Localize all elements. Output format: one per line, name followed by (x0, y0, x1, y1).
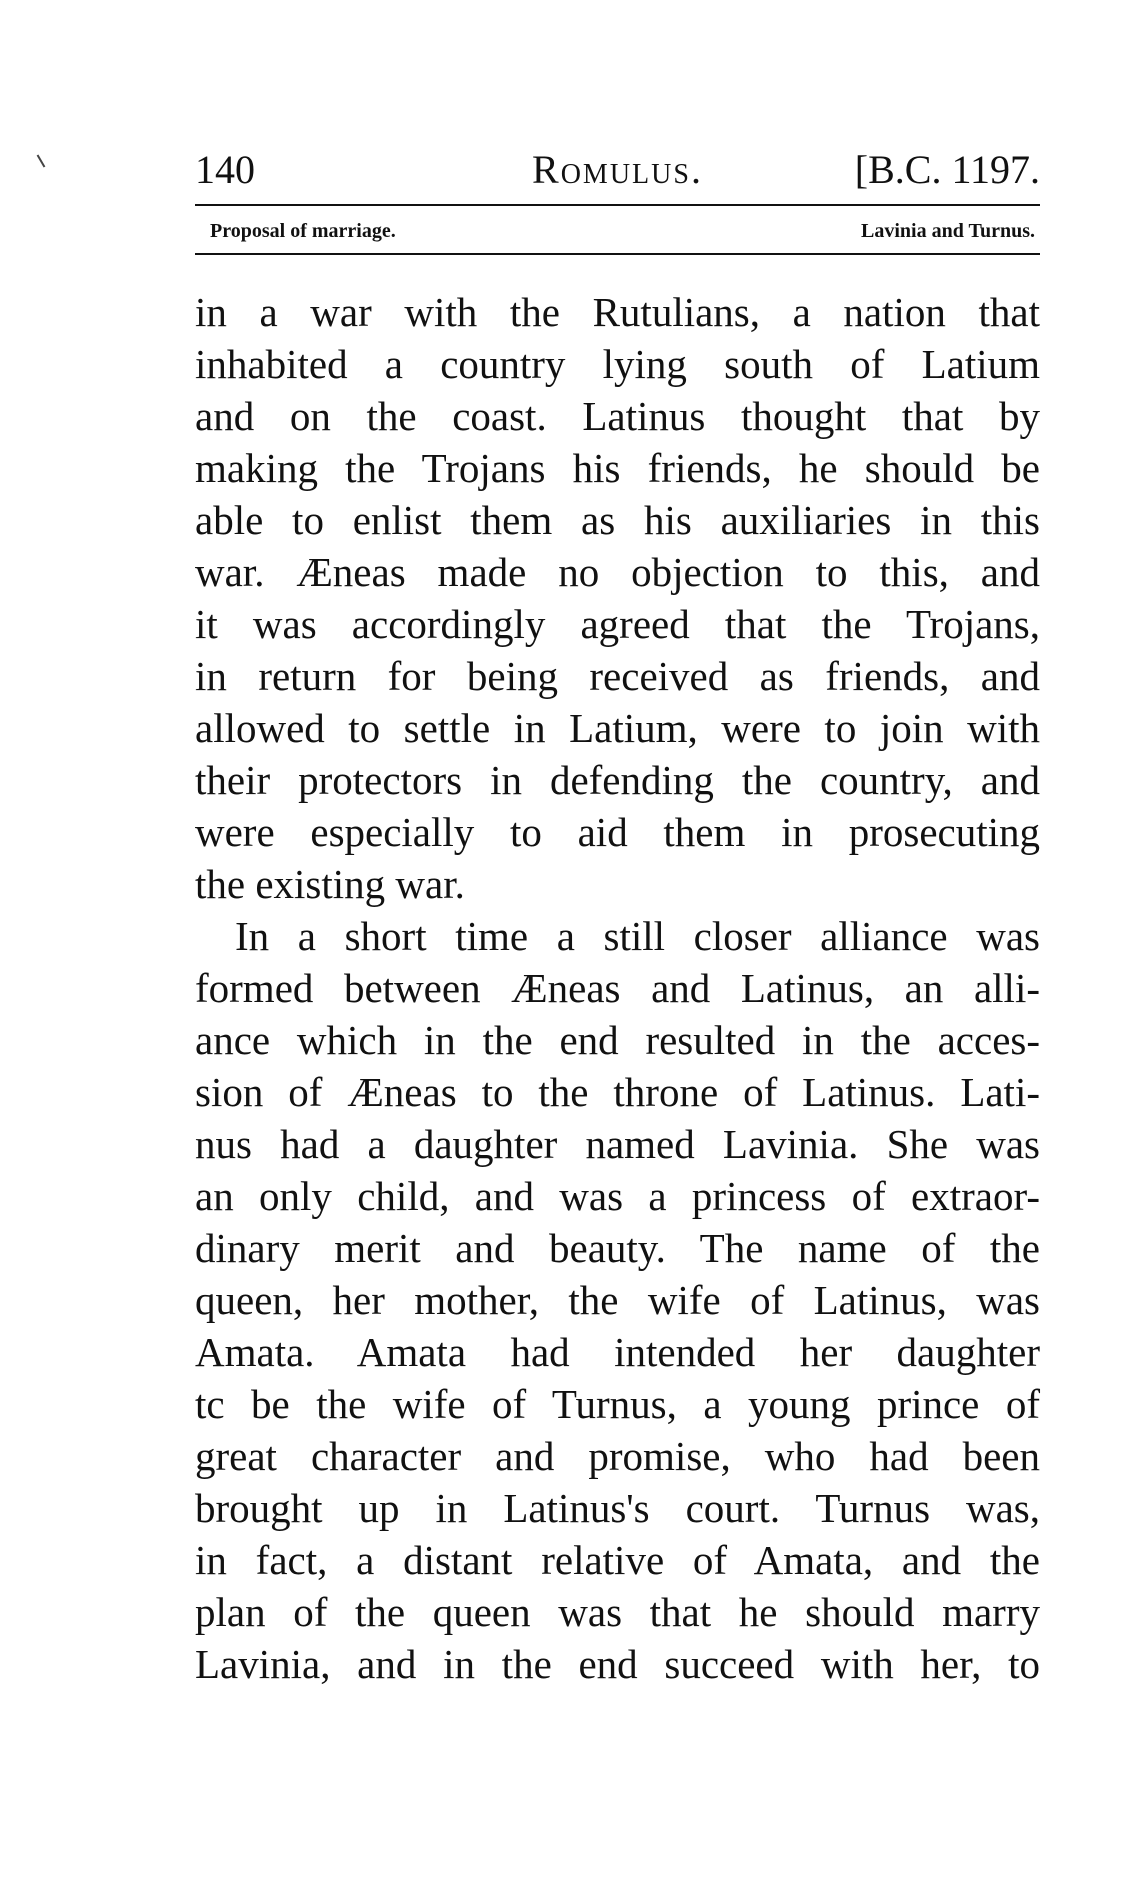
subhead-right: Lavinia and Turnus. (861, 220, 1035, 242)
date-heading: [B.C. 1197. (854, 147, 1040, 192)
header-rule-bottom (195, 253, 1040, 255)
text-line: war. Æneas made no objection to this, and (195, 549, 1040, 595)
running-header (195, 147, 1040, 192)
text-line: plan of the queen was that he should marry (195, 1589, 1040, 1635)
text-line: queen, her mother, the wife of Latinus, was (195, 1277, 1040, 1323)
running-title: Romulus. (532, 147, 703, 192)
text-line: nus had a daughter named Lavinia. She was (195, 1121, 1040, 1167)
text-line: allowed to settle in Latium, were to join with (195, 705, 1040, 751)
text-line: tc be the wife of Turnus, a young prince of (195, 1381, 1040, 1427)
marginal-subheads (210, 220, 1035, 248)
text-line: their protectors in defending the country, and (195, 757, 1040, 803)
text-line: great character and promise, who had been (195, 1433, 1040, 1479)
text-line: dinary merit and beauty. The name of the (195, 1225, 1040, 1271)
text-line: In a short time a still closer alliance was (235, 913, 1040, 959)
text-line: were especially to aid them in prosecuting (195, 809, 1040, 855)
text-line: in return for being received as friends, and (195, 653, 1040, 699)
text-line: an only child, and was a princess of extraor- (195, 1173, 1040, 1219)
body-text (195, 286, 1040, 1690)
text-line: brought up in Latinus's court. Turnus was, (195, 1485, 1040, 1531)
page-number: 140 (195, 147, 255, 192)
text-line: and on the coast. Latinus thought that by (195, 393, 1040, 439)
text-line: in fact, a distant relative of Amata, and the (195, 1537, 1040, 1583)
text-line: formed between Æneas and Latinus, an alli- (195, 965, 1040, 1011)
text-line: it was accordingly agreed that the Trojans, (195, 601, 1040, 647)
scan-speck (37, 154, 46, 167)
subhead-left: Proposal of marriage. (210, 220, 396, 242)
text-line: able to enlist them as his auxiliaries in this (195, 497, 1040, 543)
text-line: Amata. Amata had intended her daughter (195, 1329, 1040, 1375)
text-line: Lavinia, and in the end succeed with her, to (195, 1641, 1040, 1687)
text-line: the existing war. (195, 861, 465, 907)
text-line: inhabited a country lying south of Latium (195, 341, 1040, 387)
text-line: sion of Æneas to the throne of Latinus. Lati- (195, 1069, 1040, 1115)
header-rule-top (195, 204, 1040, 206)
text-line: making the Trojans his friends, he should be (195, 445, 1040, 491)
text-line: ance which in the end resulted in the acces- (195, 1017, 1040, 1063)
text-line: in a war with the Rutulians, a nation that (195, 289, 1040, 335)
